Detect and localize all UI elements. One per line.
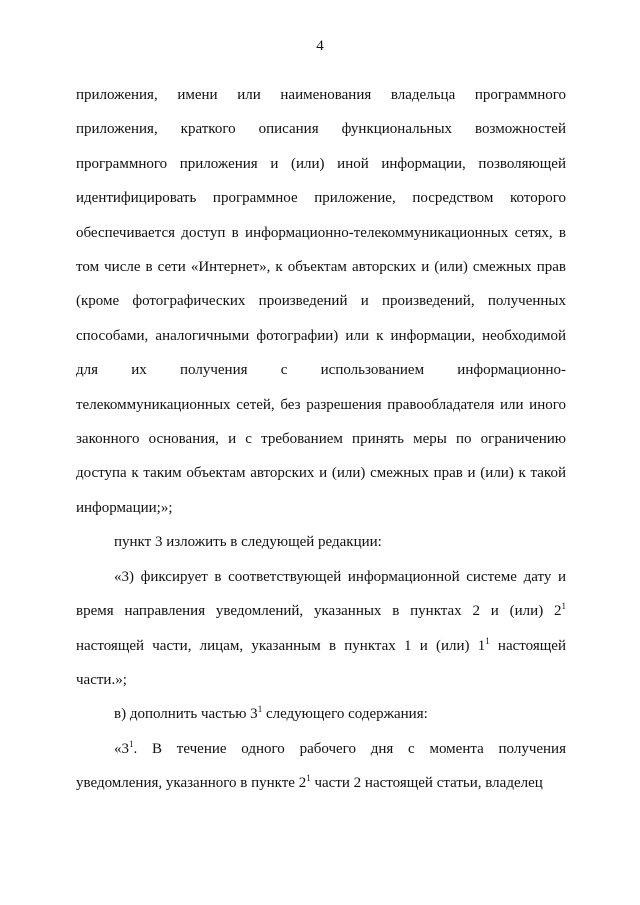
paragraph-amendment-v: [76, 697, 566, 731]
text-segment: части 2 настоящей статьи, владелец: [310, 775, 543, 792]
paragraph-point-3-text: [76, 560, 566, 698]
paragraph-point-3-intro: пункт 3 изложить в следующей редакции:: [114, 534, 382, 551]
superscript: 1: [129, 738, 134, 749]
text-segment: настоящей части, лицам, указанным в пунктах 1 и (или) 1: [76, 637, 486, 654]
superscript: 1: [306, 773, 311, 784]
paragraph-part-3-1: [76, 732, 566, 801]
text-segment: следующего содержания:: [262, 706, 428, 723]
text-segment: настоящей части.»;: [76, 637, 566, 688]
text-segment: . В течение одного рабочего дня с момента получения уведомления, указанного в пункте 2: [76, 740, 566, 792]
superscript: 1: [561, 601, 566, 612]
text-segment: «3: [114, 740, 129, 757]
text-segment: в) дополнить частью 3: [114, 706, 258, 723]
document-body: [76, 78, 566, 801]
superscript: 1: [485, 635, 490, 646]
page-number: 4: [316, 38, 324, 54]
superscript: 1: [257, 704, 263, 715]
text-segment: «3) фиксирует в соответствующей информационной системе дату и время направления уведомлений, указанных в пунктах 2 и (или) 2: [76, 568, 566, 620]
paragraph-continuation: приложения, имени или наименования владельца программного приложения, краткого описания функциональных возможностей программного приложения и (или) иной информации, позволяющей идентифицировать программное приложение, посредством которого обеспечивается доступ в информационно-телекоммуникационных сетях, в том числе в сети «Интернет», к объектам авторских и (или) смежных прав (кроме фотографических произведений и произведений, полученных способами, аналогичными фотографии) или к информации, необходимой для их получения с использованием информационно-телекоммуникационных сетей, без разрешения правообладателя или иного законного основания, и с требованием принять меры по ограничению доступа к таким объектам авторских и (или) смежных прав и (или) к такой информации;»;: [76, 87, 566, 516]
